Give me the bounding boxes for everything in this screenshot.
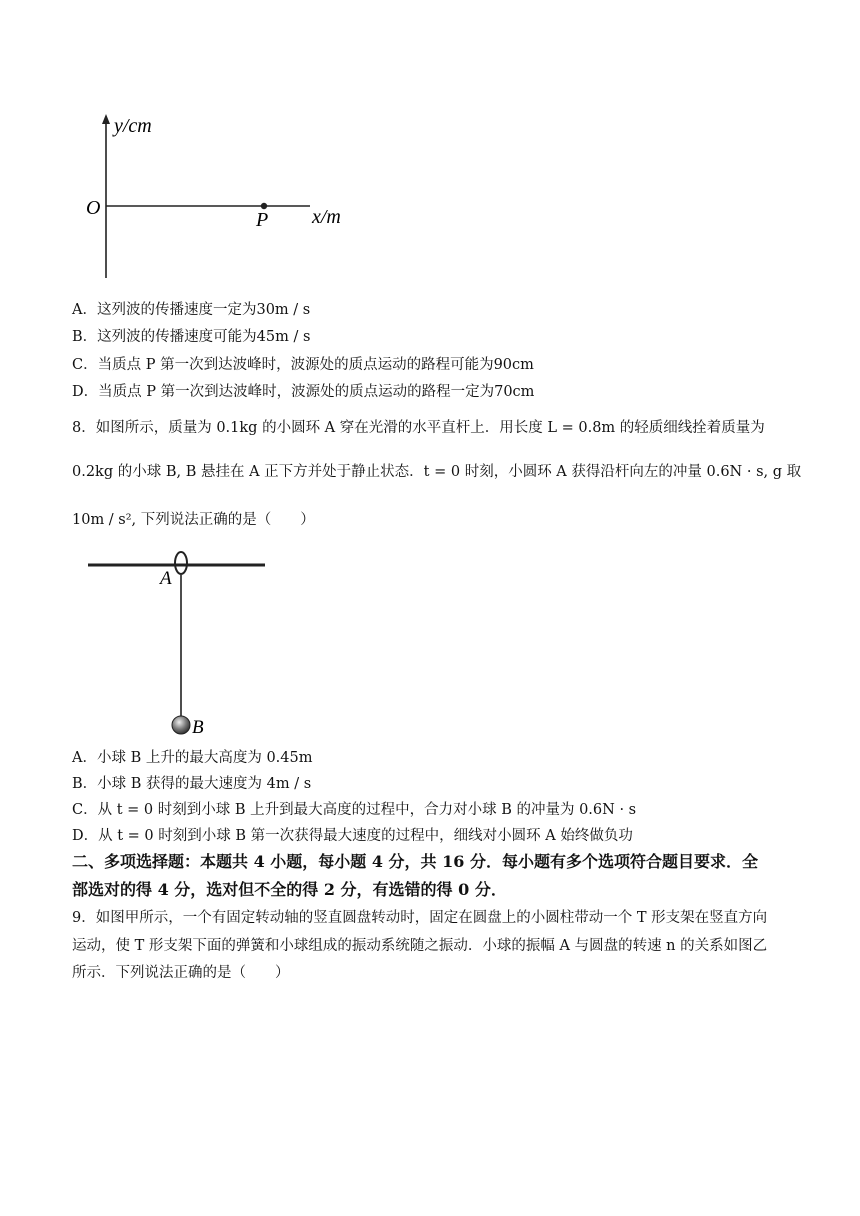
q7-option-d: D．当质点 P 第一次到达波峰时，波源处的质点运动的路程一定为70cm [72,384,535,400]
q9-stem-line3: 所示．下列说法正确的是（ ） [72,965,290,981]
q7-option-b: B．这列波的传播速度可能为45m / s [72,329,311,345]
pendulum-svg [80,545,280,745]
wave-axes-figure [80,110,370,285]
ring-a [175,552,187,574]
x-axis-label: x/m [312,206,341,228]
section2-heading-line1: 二、多项选择题：本题共 4 小题，每小题 4 分，共 16 分．每小题有多个选项符合题目要求．全 [72,852,758,871]
y-axis-label: y/cm [114,115,152,137]
q8-option-b: B．小球 B 获得的最大速度为 4m / s [72,776,312,792]
q8-stem-line2: 0.2kg 的小球 B, B 悬挂在 A 正下方并处于静止状态．t = 0 时刻，小圆环 A 获得沿杆向左的冲量 0.6N · s, g 取 [72,464,802,480]
q7-option-a: A．这列波的传播速度一定为30m / s [72,302,311,318]
section2-heading-line2: 部选对的得 4 分，选对但不全的得 2 分，有选错的得 0 分． [72,880,507,899]
q8-option-d: D．从 t = 0 时刻到小球 B 第一次获得最大速度的过程中，细线对小圆环 A 始终做负功 [72,828,633,844]
q9-stem-line2: 运动，使 T 形支架下面的弹簧和小球组成的振动系统随之振动．小球的振幅 A 与圆盘的转速 n 的关系如图乙 [72,938,768,954]
q9-stem-line1: 9．如图甲所示，一个有固定转动轴的竖直圆盘转动时，固定在圆盘上的小圆柱带动一个 T 形支架在竖直方向 [72,910,768,926]
q8-stem-line3: 10m / s², 下列说法正确的是（ ） [72,512,315,528]
q7-option-c: C．当质点 P 第一次到达波峰时，波源处的质点运动的路程可能为90cm [72,357,534,373]
q8-option-a: A．小球 B 上升的最大高度为 0.45m [72,750,313,766]
wave-axes-svg [80,110,370,285]
point-p-label: P [256,209,269,231]
q8-option-c: C．从 t = 0 时刻到小球 B 上升到最大高度的过程中，合力对小球 B 的冲量为 0.6N · s [72,802,637,818]
ball-b-label: B [192,717,204,738]
y-axis-arrow [102,114,110,124]
pendulum-figure [80,545,280,745]
ball-b [172,716,190,734]
ring-a-label: A [160,568,172,589]
origin-label: O [86,197,101,219]
q8-stem-line1: 8．如图所示，质量为 0.1kg 的小圆环 A 穿在光滑的水平直杆上．用长度 L = 0.8m 的轻质细线拴着质量为 [72,420,765,436]
